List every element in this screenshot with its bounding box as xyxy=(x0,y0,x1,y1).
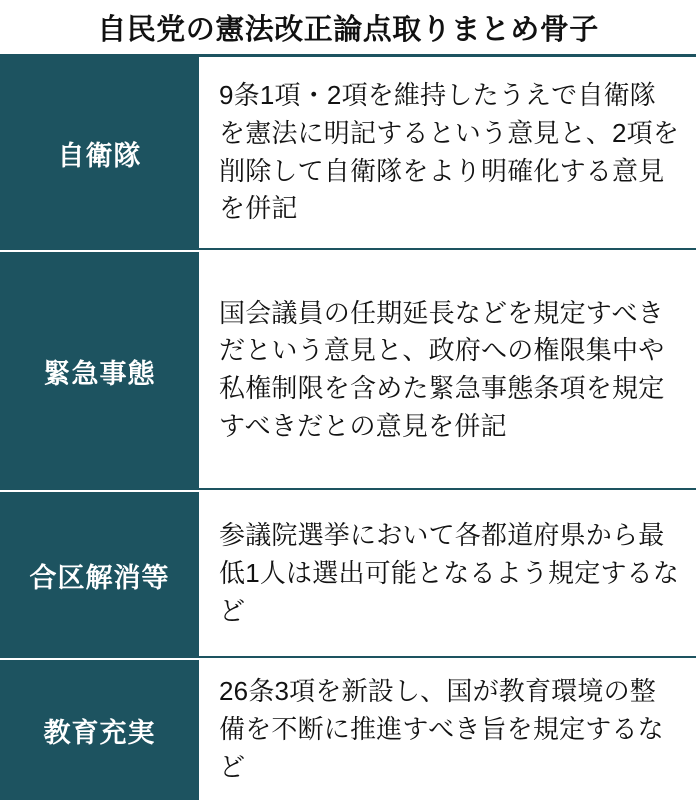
table-row xyxy=(0,492,696,660)
topic-label-cell xyxy=(0,252,199,490)
page-title: 自民党の憲法改正論点取りまとめ骨子 xyxy=(97,13,599,46)
table-row xyxy=(0,660,696,800)
topic-description-cell xyxy=(199,57,696,250)
topic-description-cell xyxy=(199,660,696,800)
topic-description: 国会議員の任期延長などを規定すべきだという意見と、政府への権限集中や私権制限を含めた緊急事態条項を規定すべきだとの意見を併記 xyxy=(219,297,665,441)
figure-title-bar xyxy=(0,0,696,57)
topic-description-cell xyxy=(199,252,696,490)
table-row xyxy=(0,57,696,252)
topic-description: 26条3項を新設し、国が教育環境の整備を不断に推進すべき旨を規定するなど xyxy=(219,676,664,782)
topic-label: 自衛隊 xyxy=(57,141,142,171)
topic-label: 合区解消等 xyxy=(29,562,170,593)
topics-table xyxy=(0,57,696,800)
topic-description: 9条1項・2項を維持したうえで自衛隊を憲法に明記するという意見と、2項を削除して自衛隊をより明確化する意見を併記 xyxy=(219,80,680,224)
topic-label: 教育充実 xyxy=(43,717,156,748)
table-row xyxy=(0,252,696,492)
topic-label-cell xyxy=(0,660,199,800)
topic-label-cell xyxy=(0,492,199,658)
topic-description-cell xyxy=(199,492,696,658)
topic-label-cell xyxy=(0,57,199,250)
topic-label: 緊急事態 xyxy=(43,358,156,389)
topic-description: 参議院選挙において各都道府県から最低1人は選出可能となるよう規定するなど xyxy=(219,520,680,626)
